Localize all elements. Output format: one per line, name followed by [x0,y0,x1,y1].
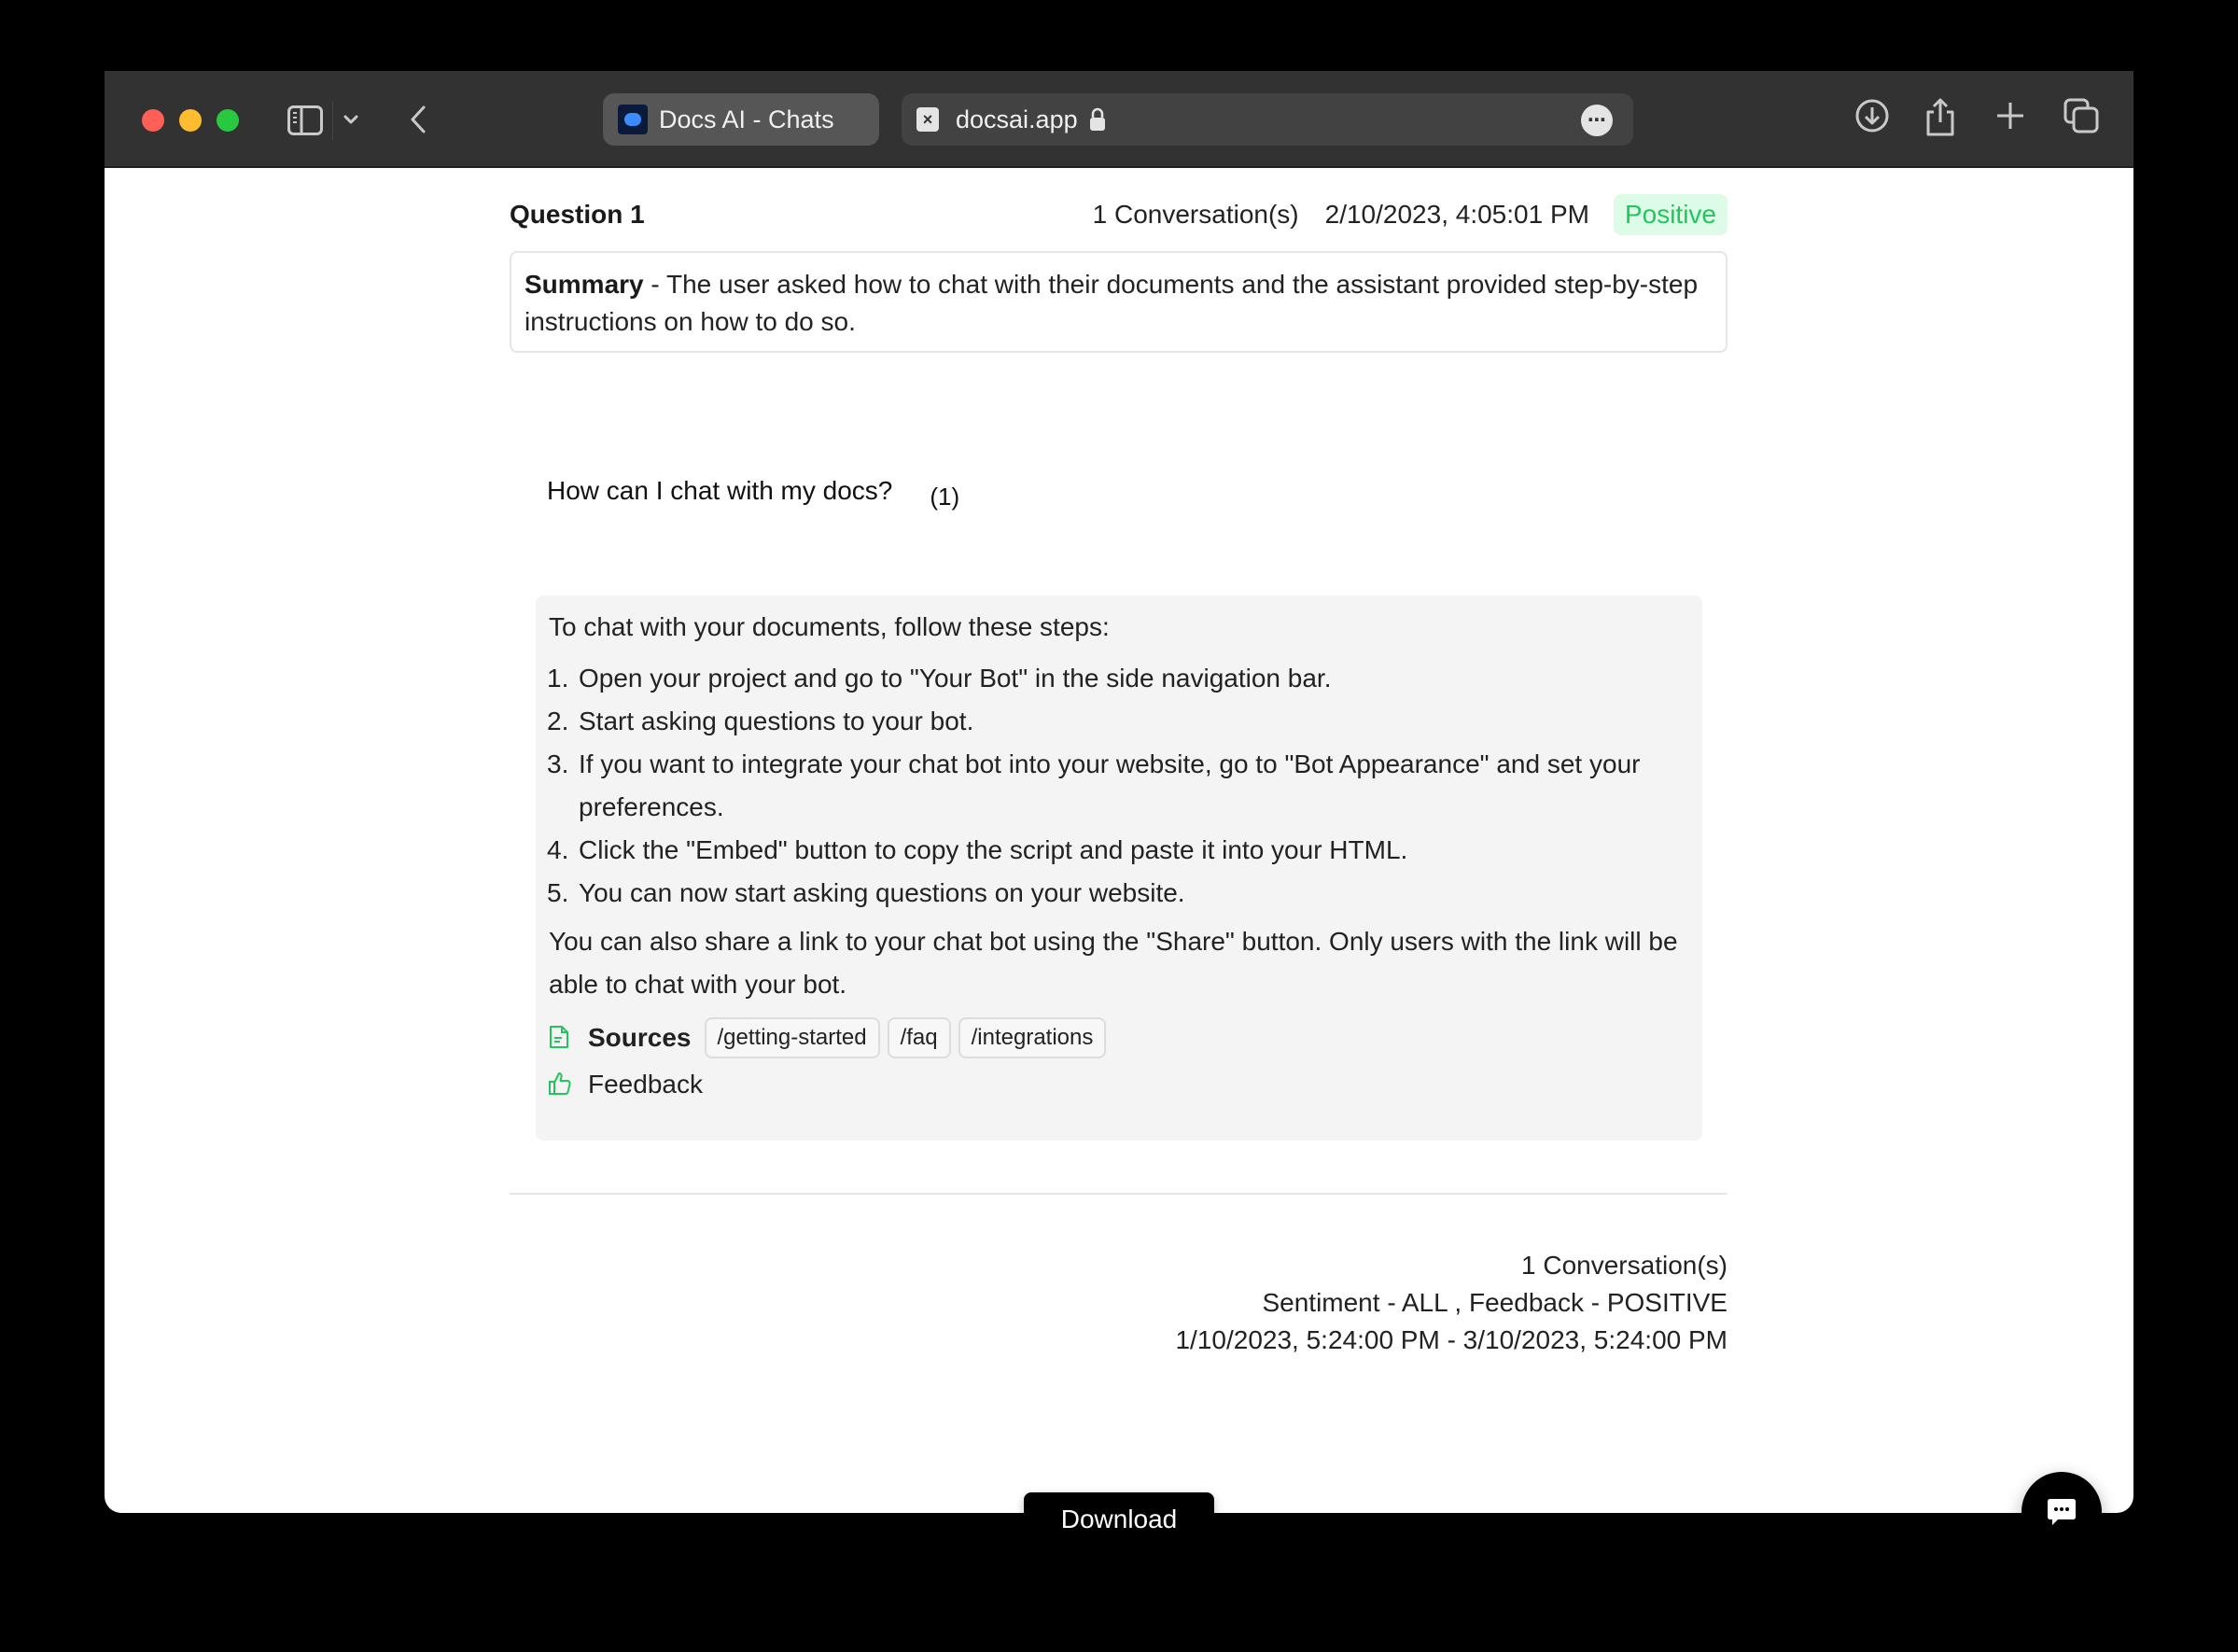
summary-box [510,251,1727,353]
download-icon[interactable] [1853,97,1891,134]
address-bar[interactable] [902,93,1633,146]
sidebar-icon[interactable] [287,105,323,135]
chevron-down-icon[interactable] [342,108,360,131]
user-question-text: How can I chat with my docs? [547,476,893,505]
answer-step [547,829,1691,872]
section-divider [510,1193,1727,1195]
source-chip[interactable]: /integrations [958,1017,1107,1058]
tabs-overview-icon[interactable] [2063,97,2100,134]
question-title: Question 1 [510,200,645,229]
step-text: Click the "Embed" button to copy the script and paste it into your HTML. [579,835,1408,864]
answer-intro: To chat with your documents, follow these steps: [549,612,1110,641]
feedback-row [547,1070,1691,1099]
sources-label: Sources [588,1023,692,1052]
maximize-window-button[interactable] [217,109,239,132]
close-tab-icon[interactable]: × [916,107,939,132]
conversation-count: 1 Conversation(s) [1092,200,1299,229]
source-chip[interactable]: /getting-started [705,1017,880,1058]
minimize-window-button[interactable] [179,109,202,132]
report-filters: Sentiment - ALL , Feedback - POSITIVE [1262,1288,1727,1317]
summary-text: - The user asked how to chat with their documents and the assistant provided step-by-step instructions on how to do so. [525,270,1699,336]
feedback-label: Feedback [588,1070,703,1099]
source-chip[interactable]: /faq [888,1017,951,1058]
step-number: 3. [547,749,569,778]
chat-widget-button[interactable] [2021,1472,2102,1552]
close-window-button[interactable] [142,109,164,132]
address-url: docsai.app [956,105,1078,133]
back-icon[interactable] [407,103,429,136]
user-question [547,476,960,511]
step-number: 2. [547,707,569,735]
sentiment-badge: Positive [1614,194,1727,235]
question-date: 2/10/2023, 4:05:01 PM [1324,200,1589,229]
thumbs-up-icon [549,1071,571,1098]
step-text: Open your project and go to "Your Bot" in the side navigation bar. [579,664,1332,693]
browser-tab-active[interactable] [603,93,879,146]
chat-bubble-icon [2045,1495,2078,1529]
toolbar-divider [332,101,333,140]
answer-step [547,700,1691,743]
docs-ai-bot-icon [618,105,648,134]
report-date-range: 1/10/2023, 5:24:00 PM - 3/10/2023, 5:24:00 PM [1175,1325,1727,1354]
answer-step [547,872,1691,915]
report-summary [1175,1247,1727,1359]
assistant-answer [536,595,1702,1141]
report-conversations: 1 Conversation(s) [1521,1251,1727,1280]
browser-window [105,71,2133,1533]
step-text: You can now start asking questions on your website. [579,878,1185,907]
summary-label: Summary [525,270,644,299]
sources-row [547,1017,1691,1058]
tab-title: Docs AI - Chats [659,105,834,133]
plus-icon[interactable] [1993,97,2027,134]
answer-steps [547,657,1691,915]
document-icon [549,1025,571,1051]
step-number: 4. [547,835,569,864]
share-icon[interactable] [1924,97,1956,138]
step-text: If you want to integrate your chat bot into your website, go to "Bot Appearance" and set your preferences. [579,749,1641,821]
step-number: 1. [547,664,569,693]
page-content [105,168,2133,1533]
answer-step [547,743,1691,829]
answer-step [547,657,1691,700]
user-question-count: (1) [930,483,960,511]
lock-icon [1089,107,1106,132]
step-number: 5. [547,878,569,907]
browser-toolbar [105,71,2133,168]
step-text: Start asking questions to your bot. [579,707,974,735]
question-header [510,192,1727,237]
answer-outro: You can also share a link to your chat bot using the "Share" button. Only users with the link will be able to chat with your bot. [549,927,1678,999]
download-button[interactable]: Download [1024,1492,1214,1546]
more-options-icon[interactable]: ⋯ [1581,105,1613,136]
